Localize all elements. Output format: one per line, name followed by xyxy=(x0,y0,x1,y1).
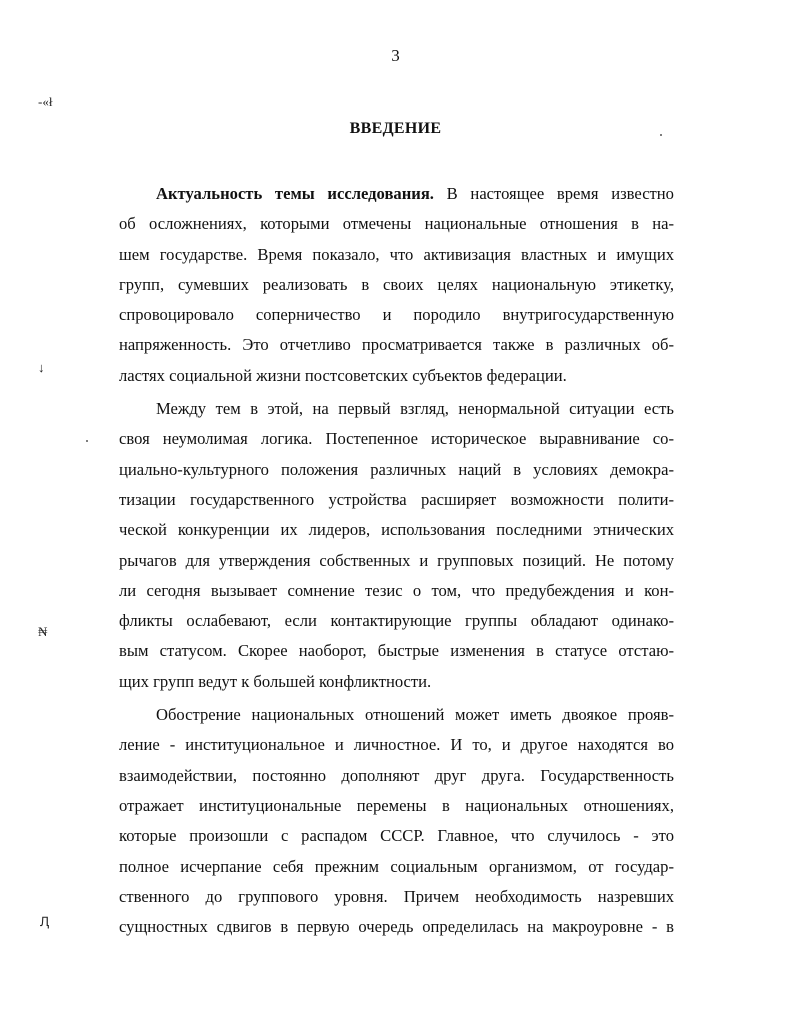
text-line: полное исчерпание себя прежним социальным организмом, от государ- xyxy=(119,856,674,876)
text-line: групп, сумевших реализовать в своих целях национальную этикетку, xyxy=(119,274,674,294)
text-line: спровоцировало соперничество и породило внутригосударственную xyxy=(119,305,674,325)
text-line: ли сегодня вызывает сомнение тезис о том, что предубеждения и кон- xyxy=(119,580,674,600)
text-line: Обострение национальных отношений может иметь двоякое прояв- xyxy=(156,705,674,725)
text-line: шем государстве. Время показало, что активизация властных и имущих xyxy=(119,244,674,264)
margin-mark: ↓ xyxy=(38,360,45,375)
page-number: 3 xyxy=(391,46,400,65)
text-line: ственного до группового уровня. Причем необходимость назревших xyxy=(119,886,674,906)
body-text xyxy=(119,179,674,942)
text-line: сущностных сдвигов в первую очередь определилась на макроуровне - в xyxy=(119,917,674,937)
section-heading: ВВЕДЕНИЕ xyxy=(349,120,442,137)
text-line: щих групп ведут к большей конфликтности. xyxy=(119,671,432,691)
text-line: напряженность. Это отчетливо просматривается также в различных об- xyxy=(119,335,674,355)
paragraph xyxy=(119,179,674,391)
scan-speck xyxy=(660,134,662,136)
text-line: вым статусом. Скорее наоборот, быстрые изменения в статусе отстаю- xyxy=(119,641,674,661)
text-line: которые произошли с распадом СССР. Главное, что случилось - это xyxy=(119,826,674,846)
text-line xyxy=(119,179,674,209)
text-line-content: В настоящее время известно xyxy=(433,184,674,203)
text-line: рычагов для утверждения собственных и групповых позиций. Не потому xyxy=(119,550,674,570)
text-line: взаимодействии, постоянно дополняют друг друга. Государственность xyxy=(119,765,674,785)
margin-mark: ₦ xyxy=(38,624,48,639)
text-line: ластях социальной жизни постсоветских субъектов федерации. xyxy=(119,365,567,385)
text-line: фликты ослабевают, если контактирующие группы обладают одинако- xyxy=(119,611,674,631)
margin-mark: -«ł xyxy=(38,94,53,109)
text-line: ческой конкуренции их лидеров, использования последними этнических xyxy=(119,520,674,540)
text-line: своя неумолимая логика. Постепенное историческое выравнивание со- xyxy=(119,429,674,449)
text-line: циально-культурного положения различных наций в условиях демокра- xyxy=(119,459,674,479)
paragraph xyxy=(119,394,674,697)
text-line: Между тем в этой, на первый взгляд, ненормальной ситуации есть xyxy=(156,399,674,419)
paragraph-lead: Актуальность темы исследования. xyxy=(156,184,434,203)
paragraph xyxy=(119,700,674,942)
text-line: об осложнениях, которыми отмечены национальные отношения в на- xyxy=(119,214,674,234)
text-line: отражает институциональные перемены в национальных отношениях, xyxy=(119,795,674,815)
text-line: ление - институциональное и личностное. И то, и другое находятся во xyxy=(119,735,674,755)
text-line: тизации государственного устройства расширяет возможности полити- xyxy=(119,489,674,509)
margin-mark: Ԯ xyxy=(40,914,50,929)
scan-speck xyxy=(86,440,88,442)
